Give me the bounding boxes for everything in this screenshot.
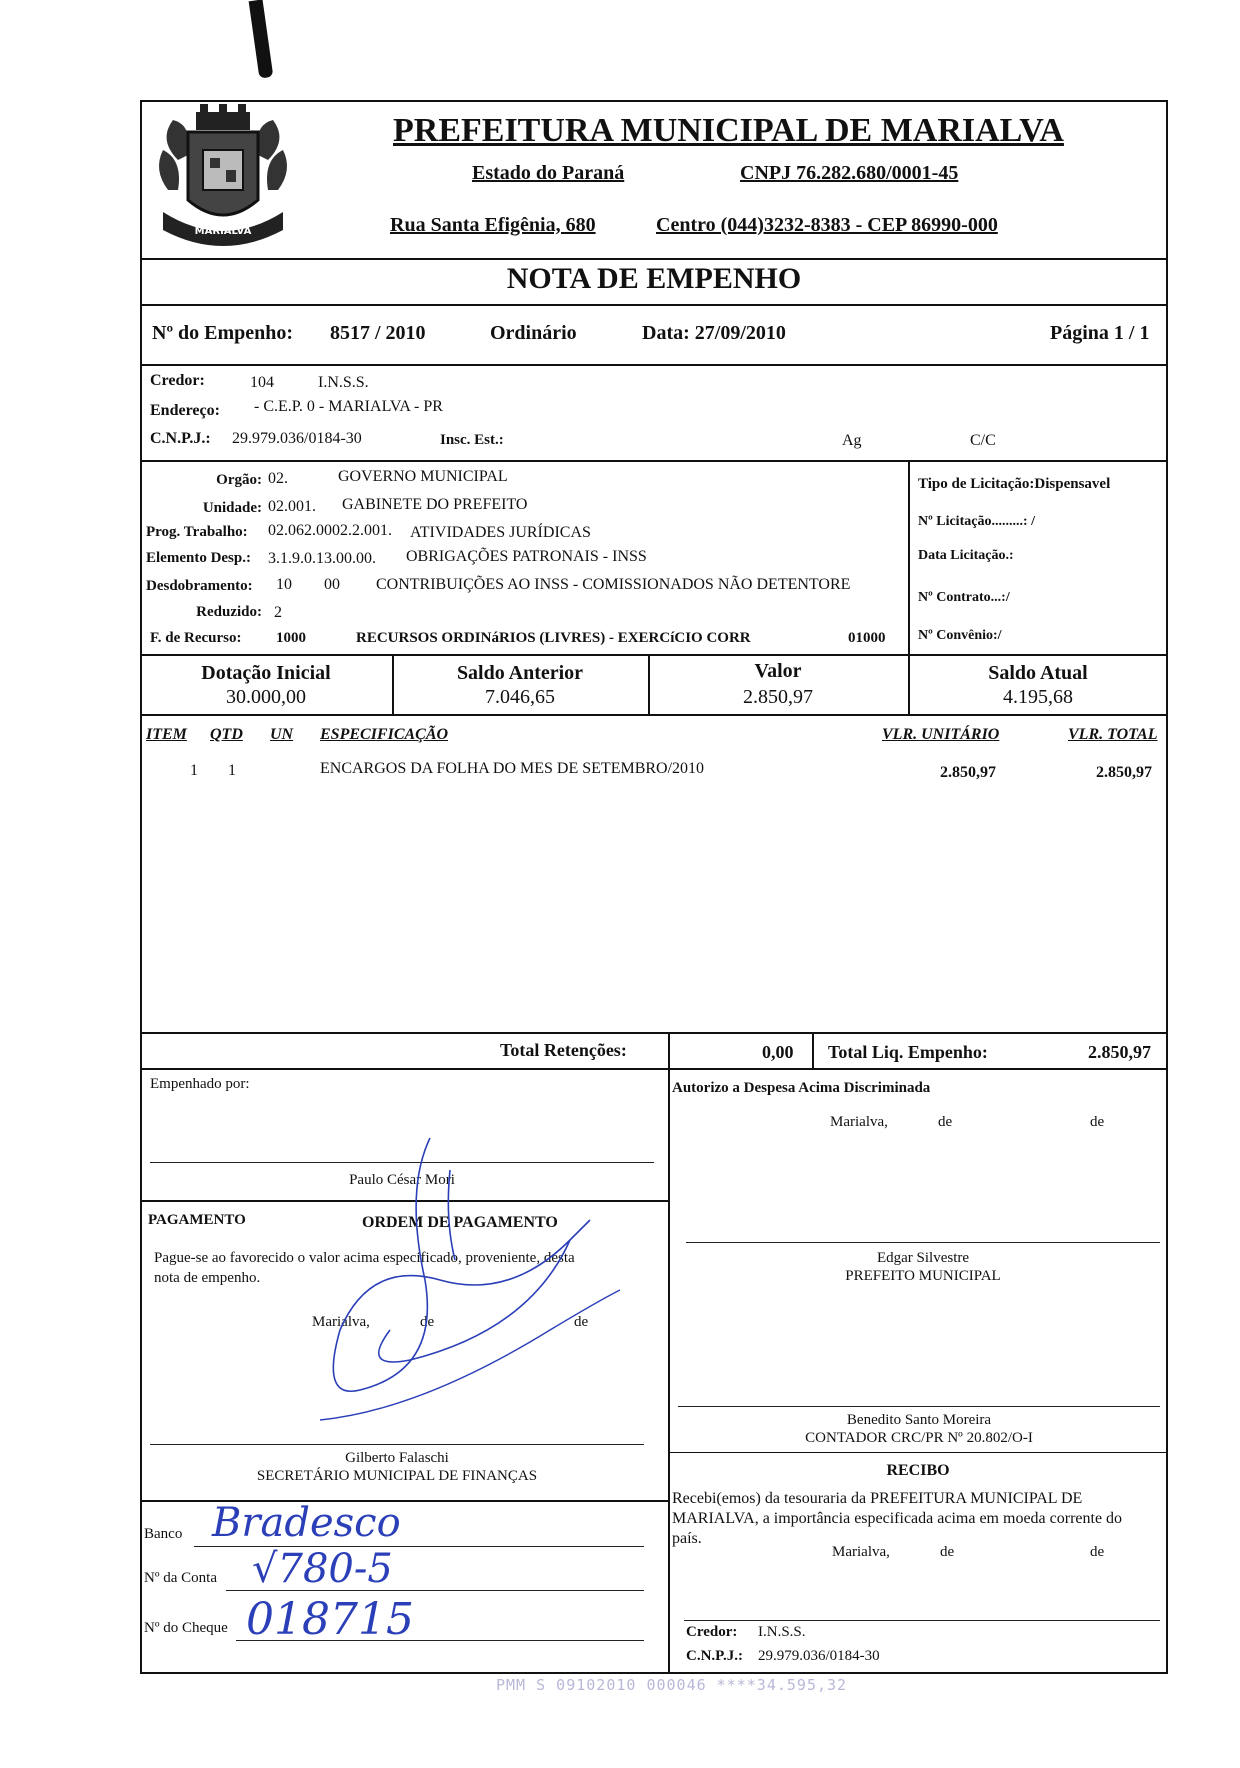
tipo-licitacao: Tipo de Licitação:Dispensavel [918, 476, 1111, 492]
cc-label: C/C [970, 432, 996, 449]
recibo-de1: de [940, 1544, 955, 1560]
doc-title: NOTA DE EMPENHO [506, 262, 802, 295]
autorizo-de1: de [938, 1114, 953, 1130]
autorizo-label: Autorizo a Despesa Acima Discriminada [672, 1080, 931, 1096]
elemento-name: OBRIGAÇÕES PATRONAIS - INSS [406, 548, 647, 565]
numero-licitacao: Nº Licitação.........: / [918, 514, 1035, 529]
valor-label: Valor [754, 660, 802, 682]
recibo-credor-label: Credor: [686, 1624, 738, 1640]
prog-name: ATIVIDADES JURÍDICAS [410, 524, 591, 541]
reduzido-value: 2 [274, 604, 282, 621]
recurso-code: 1000 [276, 630, 306, 646]
recibo-text2: MARIALVA, a importância especificada acima em moeda corrente do [672, 1510, 1123, 1527]
empenho-number: 8517 / 2010 [330, 322, 426, 344]
recibo-cnpj: 29.979.036/0184-30 [758, 1648, 880, 1664]
saldo-anterior-value: 7.046,65 [485, 686, 555, 708]
pagamento-place: Marialva, [312, 1314, 370, 1330]
valor-value: 2.850,97 [743, 686, 813, 708]
credor-address: - C.E.P. 0 - MARIALVA - PR [254, 398, 443, 415]
numero-contrato: Nº Contrato...:/ [918, 590, 1010, 605]
col-especificacao: ESPECIFICAÇÃO [320, 726, 449, 743]
signature-scribble [300, 1130, 700, 1470]
ag-label: Ag [842, 432, 862, 449]
conta-label: Nº da Conta [144, 1570, 217, 1586]
conta-handwritten: √780-5 [252, 1546, 393, 1592]
page-title: PREFEITURA MUNICIPAL DE MARIALVA [393, 112, 1064, 149]
recibo-text1: Recebi(emos) da tesouraria da PREFEITURA MUNICIPAL DE [672, 1490, 1083, 1507]
page-number: Página 1 / 1 [1050, 322, 1150, 344]
crest-text: MARIALVA [194, 226, 252, 237]
secretario-cargo: SECRETÁRIO MUNICIPAL DE FINANÇAS [256, 1468, 538, 1484]
orgao-label: Orgão: [216, 472, 262, 488]
footer-stamp: PMM S 09102010 000046 ****34.595,32 [496, 1676, 848, 1694]
col-vlr-total: VLR. TOTAL [1068, 726, 1158, 743]
cheque-label: Nº do Cheque [144, 1620, 228, 1636]
contador-nome: Benedito Santo Moreira [846, 1412, 992, 1428]
contact-header: Centro (044)3232-8383 - CEP 86990-000 [656, 214, 998, 236]
address-label: Endereço: [150, 402, 220, 419]
empenho-date: Data: 27/09/2010 [642, 322, 786, 344]
insc-est-label: Insc. Est.: [440, 432, 504, 448]
secretario-nome: Gilberto Falaschi [345, 1450, 449, 1466]
recibo-title: RECIBO [886, 1462, 950, 1479]
recibo-de2: de [1090, 1544, 1105, 1560]
col-vlr-unitario: VLR. UNITÁRIO [882, 726, 1000, 743]
recibo-place: Marialva, [832, 1544, 890, 1560]
col-item: ITEM [146, 726, 187, 743]
data-licitacao: Data Licitação.: [918, 548, 1014, 563]
unidade-code: 02.001. [268, 498, 316, 515]
row-vlr-unitario: 2.850,97 [940, 764, 996, 781]
autorizo-place: Marialva, [830, 1114, 888, 1130]
empenho-type: Ordinário [490, 322, 577, 344]
ordem-pagamento-label: ORDEM DE PAGAMENTO [362, 1214, 558, 1231]
unidade-label: Unidade: [202, 500, 262, 516]
prefeito-cargo: PREFEITO MUNICIPAL [845, 1268, 1001, 1284]
orgao-code: 02. [268, 470, 288, 487]
address-header: Rua Santa Efigênia, 680 [390, 214, 596, 236]
cnpj-header: CNPJ 76.282.680/0001-45 [740, 162, 959, 184]
recurso-name: RECURSOS ORDINáRIOS (LIVRES) - EXERCíCIO CORR [356, 630, 751, 646]
row-qtd: 1 [228, 762, 236, 779]
credor-name: I.N.S.S. [318, 374, 369, 391]
orgao-name: GOVERNO MUNICIPAL [338, 468, 508, 485]
desdobramento-name: CONTRIBUIÇÕES AO INSS - COMISSIONADOS NÃO DETENTORE [376, 576, 851, 593]
prog-label: Prog. Trabalho: [146, 524, 248, 540]
recurso-code2: 01000 [848, 630, 886, 646]
empenhado-nome: Paulo César Mori [349, 1172, 455, 1188]
saldo-atual-value: 4.195,68 [1003, 686, 1073, 708]
pagamento-de1: de [420, 1314, 435, 1330]
empenhado-label: Empenhado por: [150, 1076, 250, 1092]
cnpj-label: C.N.P.J.: [150, 430, 211, 447]
cheque-handwritten: 018715 [246, 1594, 414, 1645]
numero-convenio: Nº Convênio:/ [918, 628, 1002, 643]
recibo-text3: país. [672, 1530, 702, 1547]
state-name: Estado do Paraná [472, 162, 625, 184]
pagamento-text1: Pague-se ao favorecido o valor acima especificado, proveniente, desta [154, 1250, 575, 1266]
reduzido-label: Reduzido: [196, 604, 262, 620]
dotacao-value: 30.000,00 [226, 686, 306, 708]
col-qtd: QTD [210, 726, 243, 743]
pagamento-label: PAGAMENTO [148, 1212, 246, 1228]
col-un: UN [270, 726, 294, 743]
banco-label: Banco [144, 1526, 183, 1542]
row-item: 1 [190, 762, 198, 779]
empenho-number-label: Nº do Empenho: [152, 322, 294, 344]
credor-code: 104 [250, 374, 274, 391]
pagamento-de2: de [574, 1314, 589, 1330]
pagamento-text2: nota de empenho. [154, 1270, 261, 1286]
saldo-atual-label: Saldo Atual [988, 662, 1088, 684]
saldo-anterior-label: Saldo Anterior [456, 662, 584, 684]
elemento-label: Elemento Desp.: [146, 550, 251, 566]
liq-label: Total Liq. Empenho: [828, 1042, 988, 1062]
banco-handwritten: Bradesco [212, 1500, 401, 1546]
prog-code: 02.062.0002.2.001. [268, 522, 392, 539]
credor-label: Credor: [150, 372, 205, 389]
dotacao-label: Dotação Inicial [201, 662, 331, 684]
recurso-label: F. de Recurso: [150, 630, 242, 646]
retencoes-value: 0,00 [762, 1042, 794, 1062]
recibo-credor: I.N.S.S. [758, 1624, 806, 1640]
row-vlr-total: 2.850,97 [1096, 764, 1152, 781]
prefeito-nome: Edgar Silvestre [876, 1250, 970, 1266]
credor-cnpj: 29.979.036/0184-30 [232, 430, 362, 447]
liq-value: 2.850,97 [1088, 1042, 1151, 1062]
unidade-name: GABINETE DO PREFEITO [342, 496, 528, 513]
desdobramento-code1: 10 [276, 576, 292, 593]
contador-cargo: CONTADOR CRC/PR Nº 20.802/O-I [805, 1430, 1033, 1446]
retencoes-label: Total Retenções: [500, 1040, 627, 1060]
desdobramento-code2: 00 [324, 576, 340, 593]
desdobramento-label: Desdobramento: [146, 578, 253, 594]
municipal-crest-icon [148, 100, 298, 260]
autorizo-de2: de [1090, 1114, 1105, 1130]
recibo-cnpj-label: C.N.P.J.: [686, 1648, 743, 1664]
punch-mark [249, 0, 274, 79]
elemento-code: 3.1.9.0.13.00.00. [268, 550, 376, 567]
row-especificacao: ENCARGOS DA FOLHA DO MES DE SETEMBRO/2010 [320, 760, 705, 777]
